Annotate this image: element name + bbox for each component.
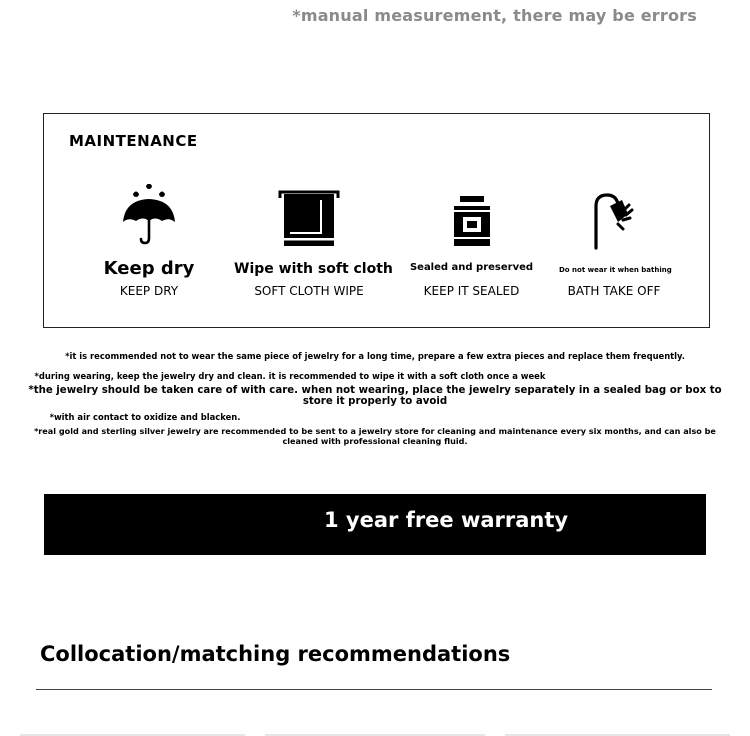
label-bath: Do not wear it when bathing bbox=[559, 266, 672, 274]
sub-bath: BATH TAKE OFF bbox=[567, 284, 661, 298]
tip-line-5: *with air contact to oxidize and blacken. bbox=[49, 412, 241, 422]
section-divider bbox=[36, 689, 712, 690]
warranty-banner bbox=[44, 494, 706, 555]
tip-line-2: *during wearing, keep the jewelry dry and clean. it is recommended to wipe it with a soft cloth once a week bbox=[34, 371, 546, 381]
collocation-heading: Collocation/matching recommendations bbox=[40, 642, 511, 666]
sub-sealed: KEEP IT SEALED bbox=[423, 284, 520, 298]
tip-line-4: store it properly to avoid bbox=[302, 396, 448, 407]
tip-line-1: *it is recommended not to wear the same piece of jewelry for a long time, prepare a few extra pieces and replace them frequently. bbox=[65, 351, 685, 361]
warranty-text: 1 year free warranty bbox=[324, 508, 569, 532]
label-keep-dry: Keep dry bbox=[103, 258, 195, 279]
shower-icon bbox=[588, 192, 640, 250]
tip-line-7: cleaned with professional cleaning fluid. bbox=[282, 436, 468, 446]
label-soft-cloth: Wipe with soft cloth bbox=[234, 261, 393, 277]
sub-keep-dry: KEEP DRY bbox=[119, 284, 179, 298]
measurement-note: *manual measurement, there may be errors bbox=[292, 6, 697, 25]
label-sealed: Sealed and preserved bbox=[409, 262, 534, 273]
sub-soft-cloth: SOFT CLOTH WIPE bbox=[254, 284, 364, 298]
maintenance-item-bath bbox=[559, 114, 672, 327]
sealed-jar-icon bbox=[452, 196, 492, 246]
umbrella-rain-icon bbox=[119, 184, 179, 248]
maintenance-panel bbox=[43, 113, 710, 328]
maintenance-title: MAINTENANCE bbox=[69, 132, 198, 150]
towel-icon bbox=[278, 190, 340, 246]
maintenance-item-sealed bbox=[404, 114, 539, 327]
maintenance-item-soft-cloth bbox=[234, 114, 393, 327]
tip-line-6: *real gold and sterling silver jewelry are recommended to be sent to a jewelry store for cleaning and maintenance every six months, and can also be bbox=[34, 426, 716, 436]
maintenance-item-keep-dry bbox=[94, 114, 204, 327]
tip-line-3: *the jewelry should be taken care of with care. when not wearing, place the jewelry separately in a sealed bag or box to bbox=[28, 385, 722, 396]
